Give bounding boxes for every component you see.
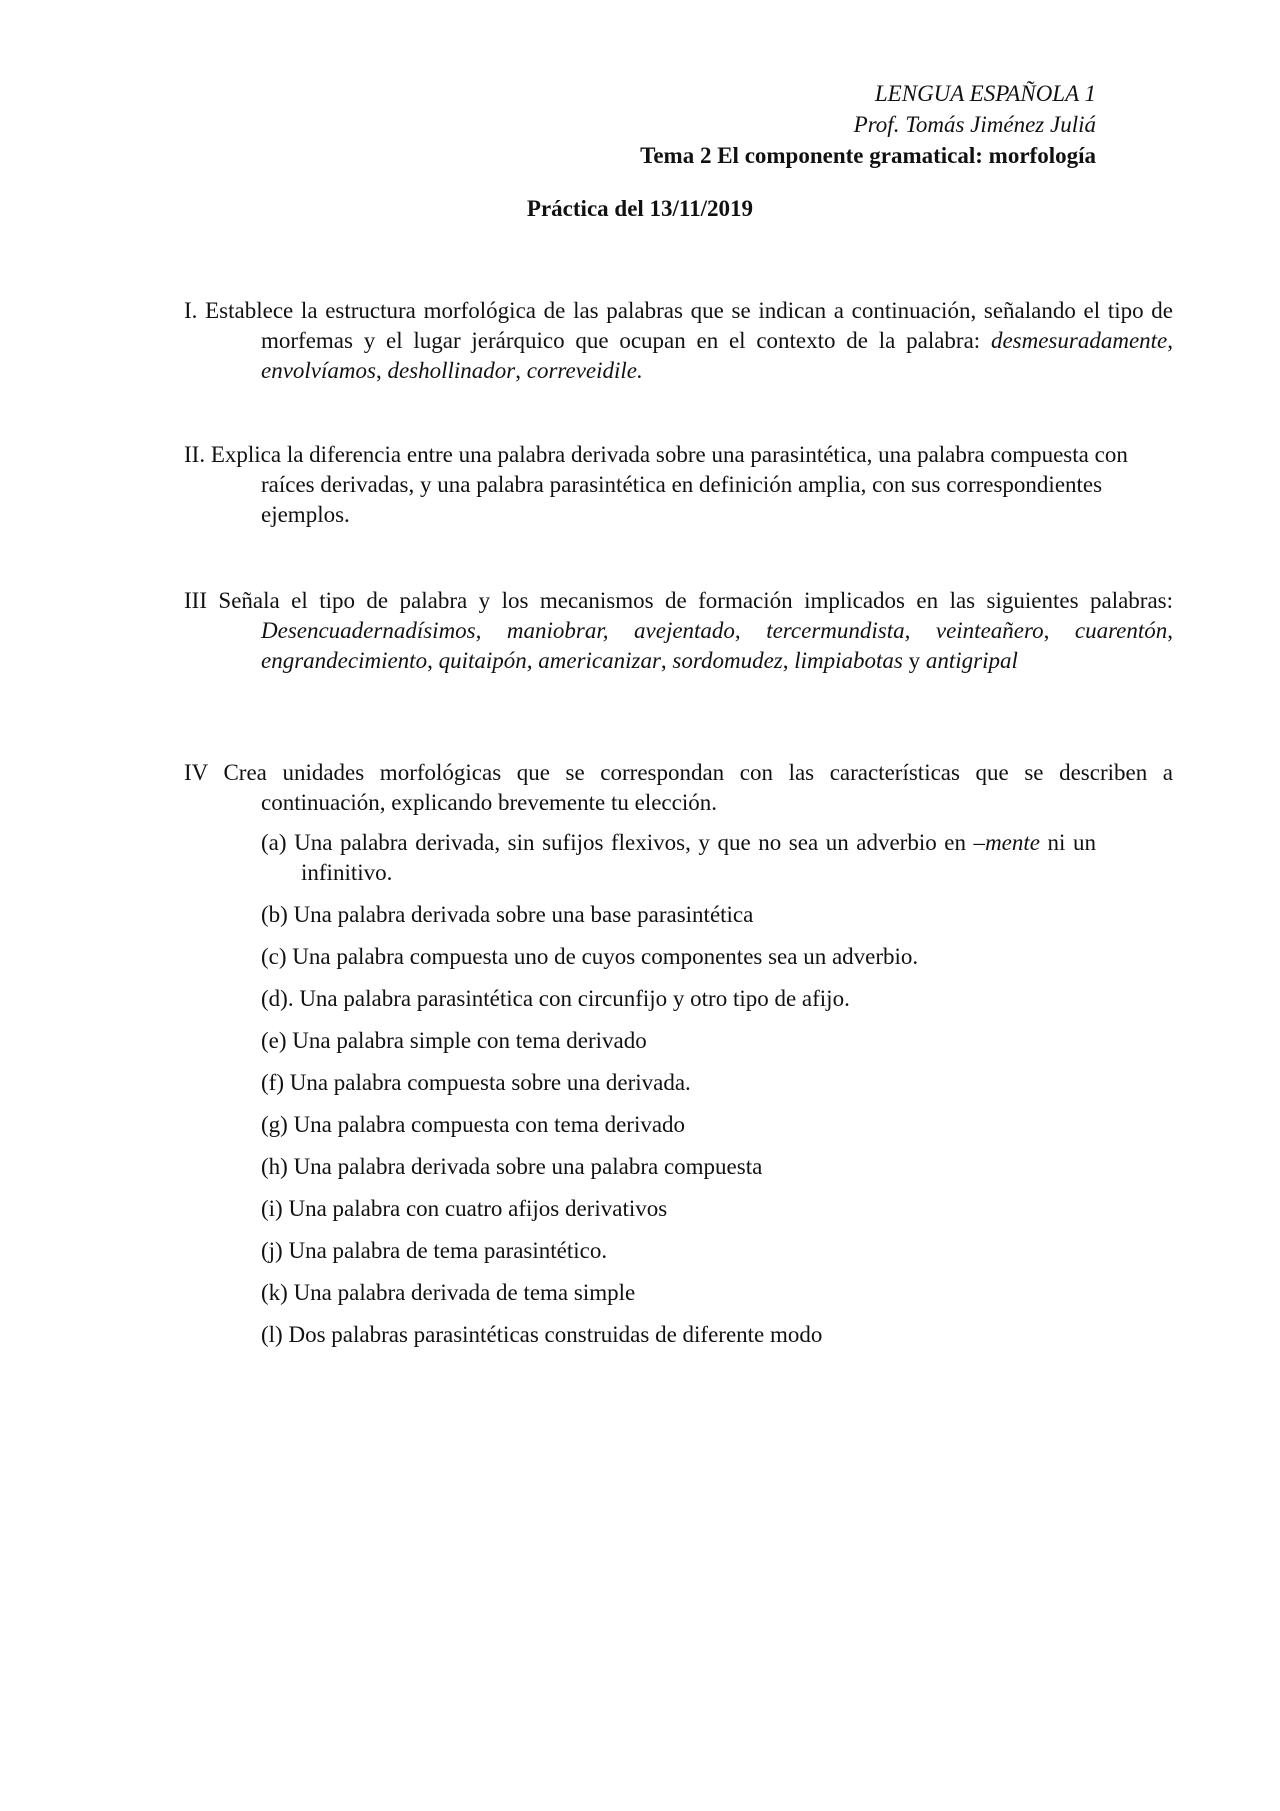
professor-name: Prof. Tomás Jiménez Juliá [853, 112, 1096, 137]
exercise-number: II. [184, 442, 206, 467]
list-item: (h) Una palabra derivada sobre una palabra compuesta [261, 1154, 763, 1179]
conjunction: y [908, 648, 921, 673]
exercise-2 [184, 440, 1173, 530]
word: correveidile. [526, 358, 643, 383]
list-item: (c) Una palabra compuesta uno de cuyos componentes sea un adverbio. [261, 944, 919, 969]
exercise-text: Señala el tipo de palabra y los mecanismos de formación implicados en las siguientes palabras: [218, 588, 1173, 613]
list-item: (a) Una palabra derivada, sin sufijos flexivos, y que no sea un adverbio en –mente ni un infinitivo. [261, 830, 1096, 885]
course-name: LENGUA ESPAÑOLA 1 [874, 81, 1096, 106]
list-item: (j) Una palabra de tema parasintético. [261, 1238, 608, 1263]
exercise-text: Establece la estructura morfológica de las palabras que se indican a continuación, señalando el tipo de morfemas y el lugar jerárquico que ocupan en el contexto de la palabra: [205, 298, 1174, 353]
word: veinteañero [935, 618, 1044, 643]
word: deshollinador [387, 358, 516, 383]
list-item: (k) Una palabra derivada de tema simple [261, 1280, 636, 1305]
word: Desencuadernadísimos, [261, 618, 482, 643]
exercise-1: I. Establece la estructura morfológica de las palabras que se indican a continuación, señalando el tipo de morfemas y el lugar jerárquico que ocupan en el contexto de la palabra: desmesuradamente, envolvíamos, deshollinador, correveidile. [184, 298, 1174, 383]
document-header [640, 78, 1096, 171]
exercise-text: Explica la diferencia entre una palabra derivada sobre una parasintética, una palabra compuesta con raíces derivadas, y una palabra parasintética en definición amplia, con sus correspondientes ejemplos. [210, 442, 1128, 527]
word: desmesuradamente [990, 328, 1168, 353]
word: cuarentón [1074, 618, 1168, 643]
word: sordomudez [672, 648, 783, 673]
list-item: (g) Una palabra compuesta con tema derivado [261, 1112, 686, 1137]
word: quitaipón, [438, 648, 533, 673]
word: avejentado, [634, 618, 741, 643]
word: maniobrar, [506, 618, 609, 643]
list-item: (d). Una palabra parasintética con circunfijo y otro tipo de afijo. [261, 986, 850, 1011]
word: envolvíamos [261, 358, 376, 383]
word: engrandecimiento [261, 648, 428, 673]
word: antigripal [925, 648, 1018, 673]
word: americanizar [538, 648, 661, 673]
page-title: Práctica del 13/11/2019 [526, 196, 754, 221]
exercise-number: III [184, 588, 207, 613]
topic-title: Tema 2 El componente gramatical: morfología [640, 143, 1096, 168]
list-item: (i) Una palabra con cuatro afijos derivativos [261, 1196, 668, 1221]
exercise-number: I. [184, 298, 198, 323]
exercise-4 [184, 758, 1173, 818]
list-item: (f) Una palabra compuesta sobre una derivada. [261, 1070, 691, 1095]
exercise-3: III Señala el tipo de palabra y los mecanismos de formación implicados en las siguientes palabras: Desencuadernadísimos, maniobrar, avejentado, tercermundista, veinteañero, cuarentón, engrandecimiento, quitaipón, americanizar, sordomudez, limpiabotas y antigripal [184, 588, 1174, 673]
list-item: (b) Una palabra derivada sobre una base parasintética [261, 902, 754, 927]
word: limpiabotas [794, 648, 903, 673]
list-item: (e) Una palabra simple con tema derivado [261, 1028, 647, 1053]
exercise-4-items [261, 828, 1096, 1362]
exercise-text: Crea unidades morfológicas que se correspondan con las características que se describen a continuación, explicando brevemente tu elección. [223, 760, 1173, 815]
list-item: (l) Dos palabras parasintéticas construidas de diferente modo [261, 1322, 823, 1347]
word: tercermundista, [766, 618, 911, 643]
exercise-number: IV [184, 760, 208, 785]
